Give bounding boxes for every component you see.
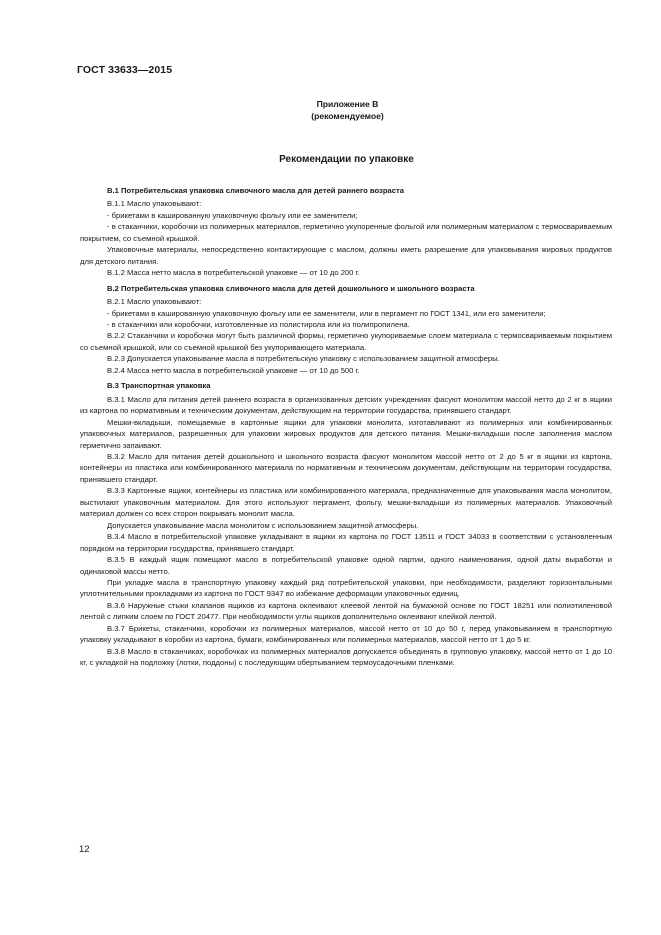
section-heading: В.3 Транспортная упаковка (107, 381, 211, 391)
paragraph: - брикетами в кашированную упаковочную фольгу или ее заменители; (107, 210, 358, 220)
paragraph: Допускается упаковывание масла монолитом с использованием защитной атмосферы. (107, 520, 419, 530)
paragraph: В.3.1 Масло для питания детей раннего возраста в организованных детских учреждениях фасуют монолитом массой нетто до 2 кг в ящики из картона по нормативным и техническим документам, действующим на территории государства, принявшего стандарт. (80, 394, 612, 416)
paragraph: В.2.1 Масло упаковывают: (107, 297, 202, 307)
paragraph: - брикетами в кашированную упаковочную фольгу или ее заменители, или в пергамент по ГОСТ 1341, или его заменители; (107, 308, 546, 318)
paragraph: В.3.2 Масло для питания детей дошкольного и школьного возраста фасуют монолитом массой нетто от 2 до 5 кг в ящики из картона, контейнеры из пластика или комбинированного материала по нормативным и техническим документам, действующим на территории государства, принявшего стандарт. (80, 451, 612, 484)
paragraph: В.3.5 В каждый ящик помещают масло в потребительской упаковке одной партии, одного наименования, одной даты выработки и одинаковой массы нетто. (80, 555, 612, 576)
paragraph: В.2.2 Стаканчики и коробочки могут быть различной формы, герметично укупориваемые слоем материала с термосвариваемым покрытием со съемной крышкой, или со съемной крышкой без укупоривающего материала. (80, 331, 612, 352)
paragraph: Мешки-вкладыши, помещаемые в картонные ящики для упаковки монолита, изготавливают из полимерных или комбинированных упаковочных материалов, разрешенных для упаковки жировых продуктов для детского питания. Мешки-вкладыши после заполнения маслом герметично запаивают. (80, 417, 612, 450)
paragraph: В.3.8 Масло в стаканчиках, коробочках из полимерных материалов допускается объединять в групповую упаковку, массой нетто от 1 до 10 кг, с укладкой на подложку (лотки, поддоны) с последующим обертыванием термоусадочными пленками. (80, 646, 612, 668)
paragraph: - в стаканчики или коробочки, изготовленные из полистирола или из полипропилена. (107, 319, 410, 329)
standard-code: ГОСТ 33633—2015 (77, 64, 173, 76)
annex-title: Приложение В (316, 99, 379, 109)
paragraph: В.3.6 Наружные стыки клапанов ящиков из картона оклеивают клеевой лентой на бумажной основе по ГОСТ 18251 или полиэтиленовой лентой с липким слоем по ГОСТ 20477. При необходимости углы ящиков дополнительно оклеивают клейкой лентой. (80, 600, 612, 622)
section-heading: В.2 Потребительская упаковка сливочного масла для детей дошкольного и школьного возраста (107, 283, 475, 293)
document-body (80, 185, 612, 669)
paragraph: В.1.1 Масло упаковывают: (107, 199, 202, 209)
paragraph: В.2.3 Допускается упаковывание масла в потребительскую упаковку с использованием защитной атмосферы. (107, 354, 500, 364)
annex-status: (рекомендуемое) (311, 111, 384, 121)
paragraph: В.3.7 Брикеты, стаканчики, коробочки из полимерных материалов, массой нетто от 10 до 50 г, перед упаковыванием в транспортную упаковку укладывают в коробки из картона, бумаги, комбинированных или полимерных материалов, массой нетто от 1 до 5 кг. (80, 623, 612, 645)
paragraph: Упаковочные материалы, непосредственно контактирующие с маслом, должны иметь разрешение для упаковывания жировых продуктов для детского питания. (80, 245, 612, 266)
page-number: 12 (79, 844, 90, 855)
paragraph: - в стаканчики, коробочки из полимерных материалов, герметично укупоренные фольгой или полимерным материалом с термосвариваемым покрытием, со съемной крышкой. (80, 222, 612, 243)
paragraph: В.1.2 Масса нетто масла в потребительской упаковке — от 10 до 200 г. (107, 268, 360, 278)
section-heading: В.1 Потребительская упаковка сливочного масла для детей раннего возраста (107, 186, 405, 195)
paragraph: В.2.4 Масса нетто масла в потребительской упаковке — от 10 до 500 г. (107, 365, 360, 375)
paragraph: В.3.3 Картонные ящики, контейнеры из пластика или комбинированного материала, предназначенные для упаковывания масла монолитом, выстилают упаковочным материалом. Для этого используют пергамент, фольгу, мешки-вкладыши из полимерных материалов. Упаковочный материал должен со всех сторон покрывать монолит масла. (80, 486, 612, 519)
annex-heading (0, 98, 661, 122)
paragraph: При укладке масла в транспортную упаковку каждый ряд потребительской упаковки, при необходимости, разделяют горизонтальными уплотнительными прокладками из картона по ГОСТ 9347 во избежание деформации упаковочных единиц. (80, 577, 612, 599)
document-title: Рекомендации по упаковке (279, 154, 414, 165)
paragraph: В.3.4 Масло в потребительской упаковке укладывают в ящики из картона по ГОСТ 13511 и ГОСТ 34033 в соответствии с установленным порядком на территории государства, принявшего стандарт. (80, 532, 612, 553)
